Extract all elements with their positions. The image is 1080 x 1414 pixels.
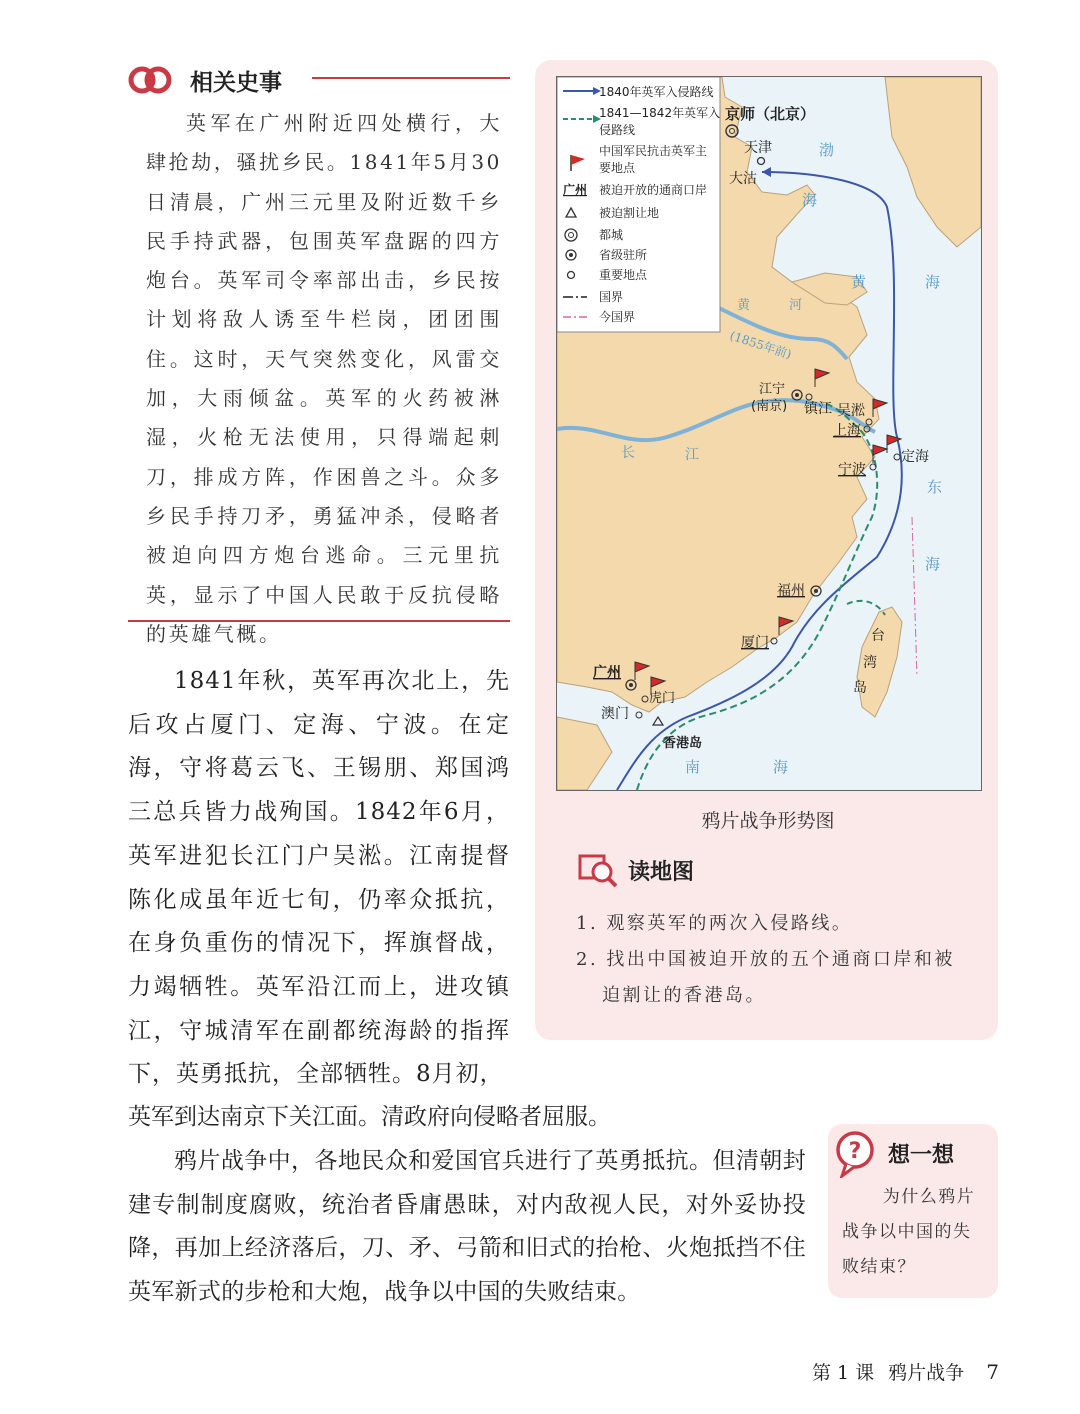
svg-text:国界: 国界 xyxy=(599,290,624,304)
question-bubble-icon xyxy=(834,1130,876,1178)
svg-text:被迫开放的通商口岸: 被迫开放的通商口岸 xyxy=(599,183,708,197)
footer-title: 鸦片战争 xyxy=(888,1362,965,1384)
svg-text:南: 南 xyxy=(685,758,701,776)
related-history-paragraph: 英军在广州附近四处横行，大肆抢劫，骚扰乡民。1841年5月30日清晨，广州三元里及附近数千乡民手持武器，包围英军盘踞的四方炮台。英军司令率部出击，乡民按计划将敌人诱至牛栏岗，团团围住。这时，天气突然变化，风雷交加，大雨倾盆。英军的火药被淋湿，火枪无法使用，只得端起刺刀，排成方阵，作困兽之斗。众多乡民手持刀矛，勇猛冲杀，侵略者被迫向四方炮台逃命。三元里抗英，显示了中国人民敢于反抗侵略的英雄气概。 xyxy=(146,111,502,646)
svg-text:长: 长 xyxy=(621,445,635,461)
svg-text:中国军民抗击英军主: 中国军民抗击英军主 xyxy=(599,144,708,158)
magnifier-icon xyxy=(578,848,618,888)
body-paragraph-2: 鸦片战争中，各地民众和爱国官兵进行了英勇抵抗。但清朝封建专制制度腐败，统治者昏庸愚昧，对内敌视人民，对外妥协投降，再加上经济落后，刀、矛、弓箭和旧式的抬枪、火炮抵挡不住英军新式的步枪和大炮，战争以中国的失败结束。 xyxy=(128,1148,806,1306)
svg-text:厦门: 厦门 xyxy=(741,635,769,651)
svg-text:上海: 上海 xyxy=(833,423,861,439)
svg-text:河: 河 xyxy=(789,298,803,313)
body-paragraph-1-end: 英军到达南京下关江面。清政府向侵略者屈服。 xyxy=(128,1104,611,1130)
related-history-icon xyxy=(128,60,172,100)
svg-text:江宁: 江宁 xyxy=(759,382,786,397)
svg-text:大沽: 大沽 xyxy=(729,171,757,187)
body-paragraph-1: 1841年秋，英军再次北上，先后攻占厦门、定海、宁波。在定海，守将葛云飞、王锡朋、郑国鸿三总兵皆力战殉国。1842年6月，英军进犯长江门户吴淞。江南提督陈化成虽年近七旬，仍率众抵抗，在身负重伤的情况下，挥旗督战，力竭牺牲。英军沿江而上，进攻镇江，守城清军在副都统海龄的指挥下，英勇抵抗，全部牺牲。8月初， xyxy=(128,668,510,1088)
think-question-text: 为什么鸦片战争以中国的失败结束？ xyxy=(842,1187,976,1277)
svg-text:渤: 渤 xyxy=(819,141,835,159)
svg-text:(1855年前): (1855年前) xyxy=(728,328,794,362)
footer-lesson: 第 1 课 xyxy=(812,1362,875,1384)
related-history-text xyxy=(146,104,502,654)
svg-text:海: 海 xyxy=(802,191,818,209)
think-question xyxy=(842,1180,988,1285)
svg-text:1841—1842年英军入: 1841—1842年英军入 xyxy=(599,106,721,120)
svg-text:都城: 都城 xyxy=(599,228,624,242)
page-footer xyxy=(812,1358,999,1385)
svg-text:?: ? xyxy=(848,1139,862,1164)
page-number: 7 xyxy=(986,1360,999,1384)
svg-text:黄: 黄 xyxy=(737,298,751,313)
map-caption: 鸦片战争形势图 xyxy=(701,810,835,832)
svg-text:黄: 黄 xyxy=(851,273,867,291)
svg-text:广州: 广州 xyxy=(563,183,588,197)
svg-text:江: 江 xyxy=(685,447,699,463)
svg-text:海: 海 xyxy=(773,758,789,776)
svg-text:澳门: 澳门 xyxy=(601,706,629,722)
svg-text:镇江: 镇江 xyxy=(804,401,832,417)
svg-text:1840年英军入侵路线: 1840年英军入侵路线 xyxy=(599,85,714,99)
svg-text:吴淞: 吴淞 xyxy=(837,403,865,419)
svg-text:台: 台 xyxy=(871,628,885,644)
svg-text:香港岛: 香港岛 xyxy=(663,736,703,751)
question-2-line-1: 2. 找出中国被迫开放的五个通商口岸和被 xyxy=(576,949,955,970)
svg-text:今国界: 今国界 xyxy=(599,310,636,324)
svg-text:虎门: 虎门 xyxy=(649,691,676,706)
svg-text:天津: 天津 xyxy=(744,140,772,156)
think-title: 想一想 xyxy=(888,1143,955,1168)
box-bottom-rule xyxy=(128,620,510,622)
svg-text:海: 海 xyxy=(925,555,941,573)
svg-text:福州: 福州 xyxy=(777,583,805,599)
read-map-question-1: 1. 观察英军的两次入侵路线。 xyxy=(576,913,853,934)
opium-war-map xyxy=(556,76,982,791)
svg-text:重要地点: 重要地点 xyxy=(599,268,648,282)
svg-text:宁波: 宁波 xyxy=(838,462,866,478)
related-history-title: 相关史事 xyxy=(190,70,282,96)
svg-text:湾: 湾 xyxy=(863,655,877,671)
svg-text:东: 东 xyxy=(927,478,943,496)
svg-text:岛: 岛 xyxy=(853,680,867,696)
svg-text:省级驻所: 省级驻所 xyxy=(599,248,648,262)
svg-text:要地点: 要地点 xyxy=(599,161,636,175)
question-2-line-2: 迫割让的香港岛。 xyxy=(602,985,766,1006)
title-rule xyxy=(312,77,510,79)
svg-text:定海: 定海 xyxy=(901,449,929,465)
svg-text:海: 海 xyxy=(925,273,941,291)
read-map-question-2 xyxy=(576,942,976,1014)
svg-text:(南京): (南京) xyxy=(751,399,788,414)
svg-text:侵路线: 侵路线 xyxy=(599,123,636,137)
svg-text:被迫割让地: 被迫割让地 xyxy=(599,206,660,220)
svg-text:京师（北京）: 京师（北京） xyxy=(725,105,816,123)
read-map-title: 读地图 xyxy=(628,860,695,885)
svg-text:广州: 广州 xyxy=(593,665,621,681)
